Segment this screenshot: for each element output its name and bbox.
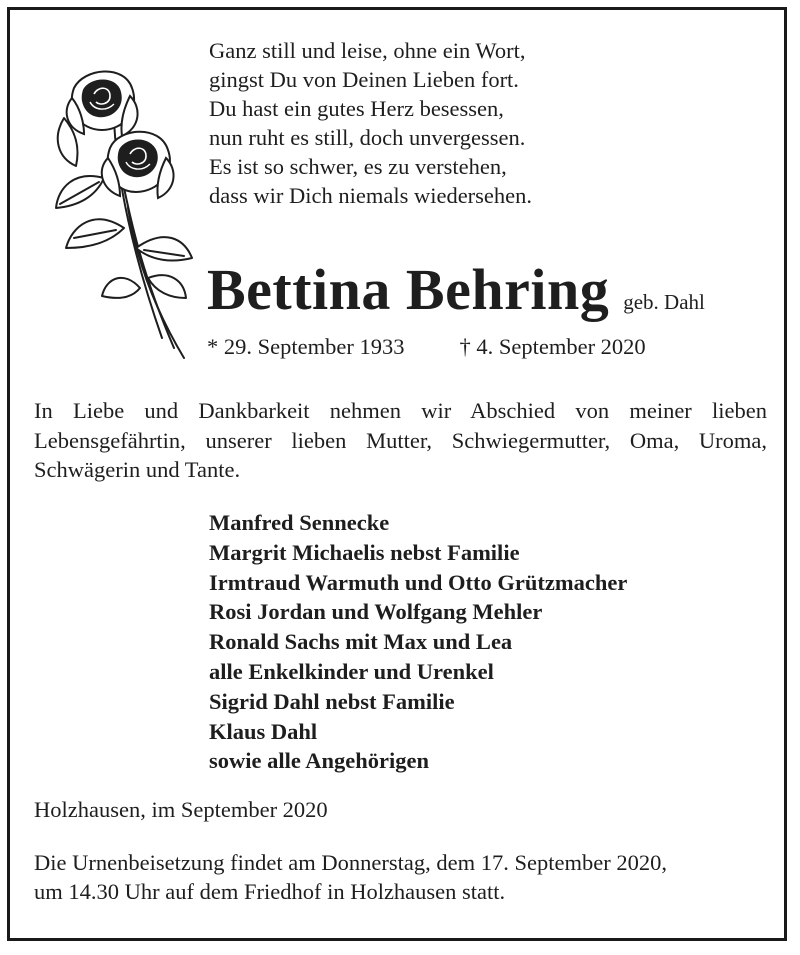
- birth-date: * 29. September 1933: [207, 334, 405, 359]
- mourner-item: alle Enkelkinder und Urenkel: [209, 658, 494, 684]
- place-date: Holzhausen, im September 2020: [34, 797, 328, 822]
- mourner-item: Manfred Sennecke: [209, 510, 390, 535]
- mourner-item: Rosi Jordan und Wolfgang Mehler: [209, 599, 543, 625]
- poem-line: gingst Du von Deinen Lieben fort.: [209, 67, 519, 92]
- poem-line: Es ist so schwer, es zu verstehen,: [209, 154, 507, 179]
- poem: [209, 36, 659, 210]
- deceased-name: Bettina Behring: [207, 257, 610, 322]
- mourner-item: Ronald Sachs mit Max und Lea: [209, 629, 513, 655]
- poem-line: dass wir Dich niemals wiedersehen.: [209, 183, 533, 208]
- poem-line: nun ruht es still, doch unvergessen.: [209, 125, 526, 150]
- mourner-item: sowie alle Angehörigen: [209, 748, 429, 774]
- mourner-item: Margrit Michaelis nebst Familie: [209, 539, 520, 565]
- mourners-list: [209, 508, 627, 776]
- mourner-item: Klaus Dahl: [209, 718, 318, 744]
- funeral-line: um 14.30 Uhr auf dem Friedhof in Holzhausen statt.: [34, 879, 506, 904]
- poem-line: Ganz still und leise, ohne ein Wort,: [209, 38, 526, 63]
- poem-line: Du hast ein gutes Herz besessen,: [209, 96, 504, 121]
- intro-text: In Liebe und Dankbarkeit nehmen wir Abschied von meiner lieben Lebensgefährtin, unserer lieben Mutter, Schwiegermutter, Oma, Uroma, Schwägerin und Tante.: [34, 398, 767, 482]
- funeral-line: Die Urnenbeisetzung findet am Donnerstag, dem 17. September 2020,: [34, 850, 667, 875]
- mourner-item: Irmtraud Warmuth und Otto Grützmacher: [209, 569, 628, 595]
- death-date: † 4. September 2020: [459, 334, 646, 359]
- maiden-name: geb. Dahl: [623, 290, 705, 314]
- deceased-name-line: [207, 256, 705, 323]
- funeral-notice: [34, 848, 774, 906]
- rose-illustration-icon: [44, 58, 204, 368]
- life-dates: [207, 334, 646, 360]
- mourner-item: Sigrid Dahl nebst Familie: [209, 688, 455, 714]
